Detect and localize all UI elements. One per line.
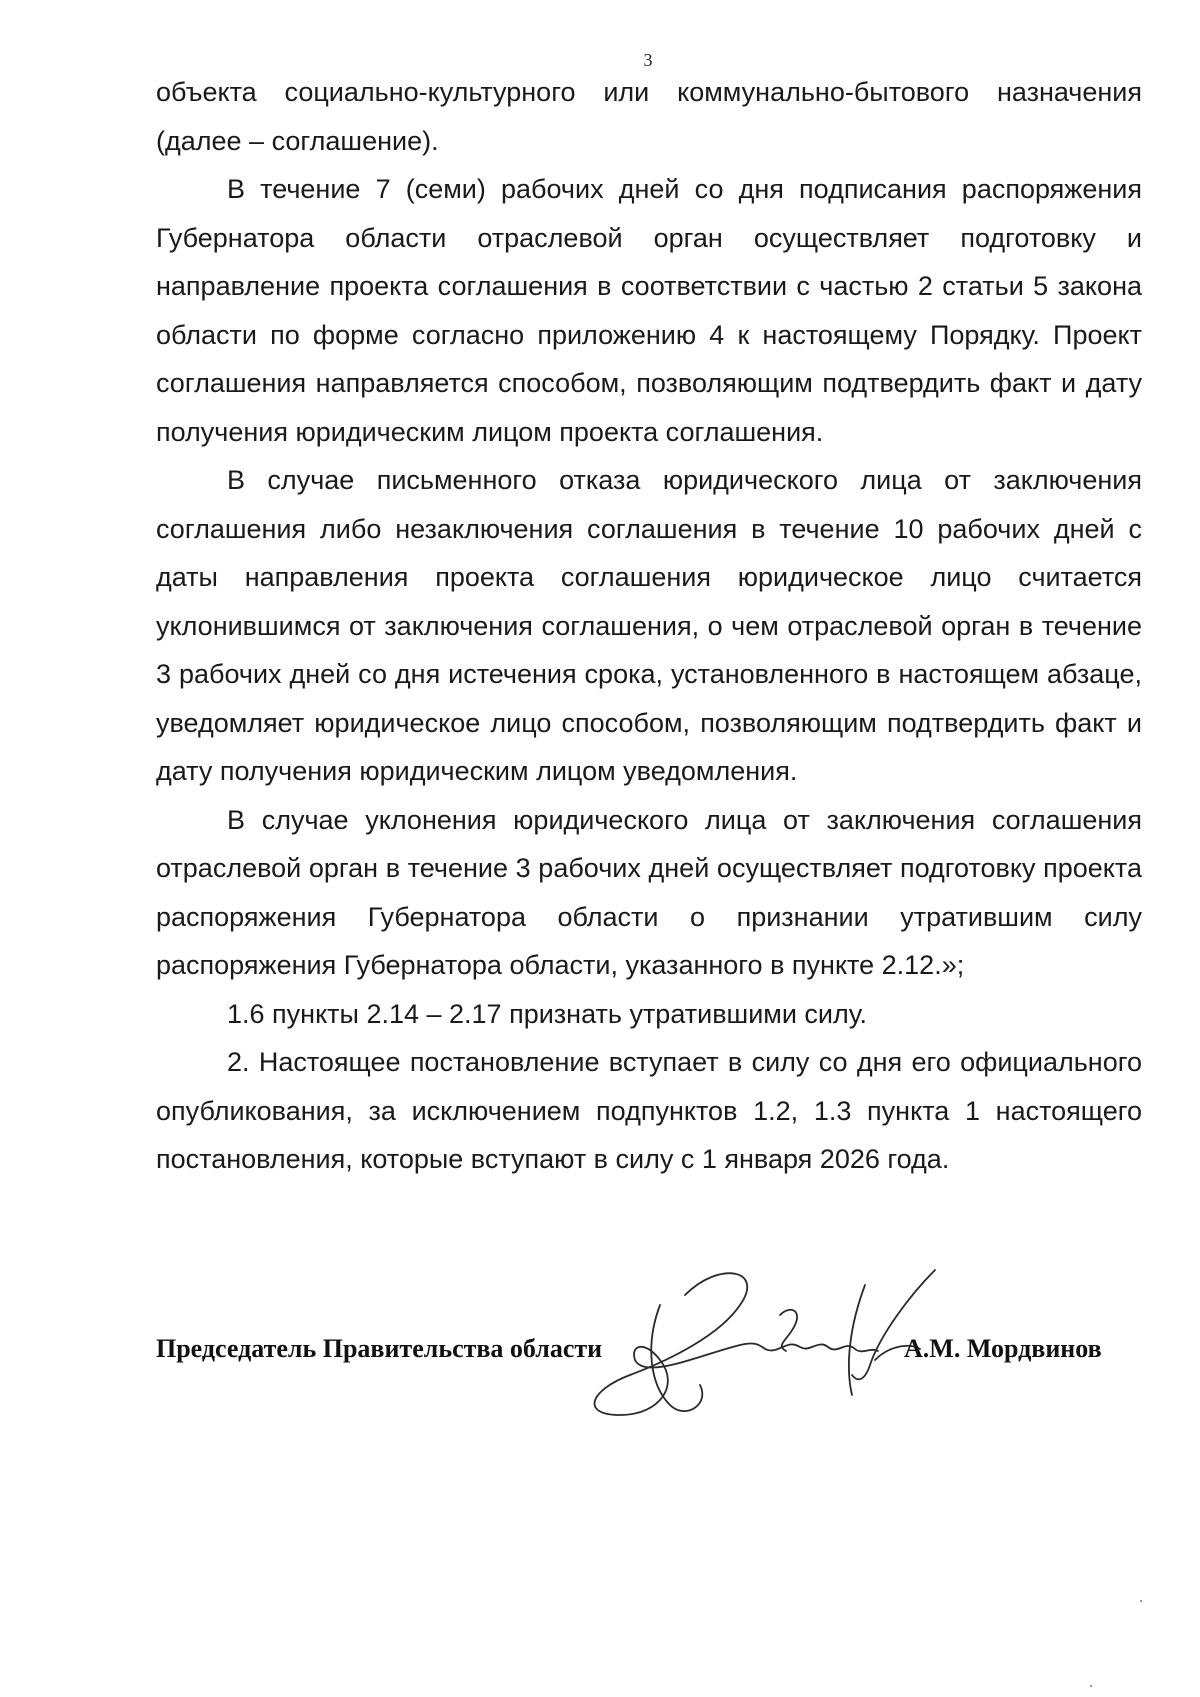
paragraph-points-repealed: 1.6 пункты 2.14 – 2.17 признать утратившими силу. xyxy=(227,998,868,1029)
scan-speck xyxy=(1090,1685,1092,1687)
paragraph-continuation: объекта социально-культурного или коммунально-бытового назначения (далее – соглашение). xyxy=(156,77,1142,156)
scan-speck xyxy=(1140,1600,1142,1602)
paragraph-evasion: В случае уклонения юридического лица от заключения соглашения отраслевой орган в течение 3 рабочих дней осуществляет подготовку проекта распоряжения Губернатора области о признании утратившим силу распоряжения Губернатора области, указанного в пункте 2.12.»; xyxy=(156,804,1142,980)
page-number: 3 xyxy=(643,50,653,70)
document-body xyxy=(156,68,1142,1184)
signatory-name: А.М. Мордвинов xyxy=(904,1334,1102,1363)
paragraph-entry-into-force: 2. Настоящее постановление вступает в силу со дня его официального опубликования, за исключением подпунктов 1.2, 1.3 пункта 1 настоящего постановления, которые вступают в силу с 1 января 2026 года. xyxy=(156,1047,1142,1174)
paragraph-agreement-preparation: В течение 7 (семи) рабочих дней со дня подписания распоряжения Губернатора области отраслевой орган осуществляет подготовку и направление проекта соглашения в соответствии с частью 2 статьи 5 закона области по форме согласно приложению 4 к настоящему Порядку. Проект соглашения направляется способом, позволяющим подтвердить факт и дату получения юридическим лицом проекта соглашения. xyxy=(156,174,1142,447)
handwritten-signature xyxy=(590,1265,950,1425)
signatory-title: Председатель Правительства области xyxy=(156,1334,603,1363)
paragraph-refusal: В случае письменного отказа юридического лица от заключения соглашения либо незаключения соглашения в течение 10 рабочих дней с даты направления проекта соглашения юридическое лицо считается уклонившимся от заключения соглашения, о чем отраслевой орган в течение 3 рабочих дней со дня истечения срока, установленного в настоящем абзаце, уведомляет юридическое лицо способом, позволяющим подтвердить факт и дату получения юридическим лицом уведомления. xyxy=(156,465,1142,786)
